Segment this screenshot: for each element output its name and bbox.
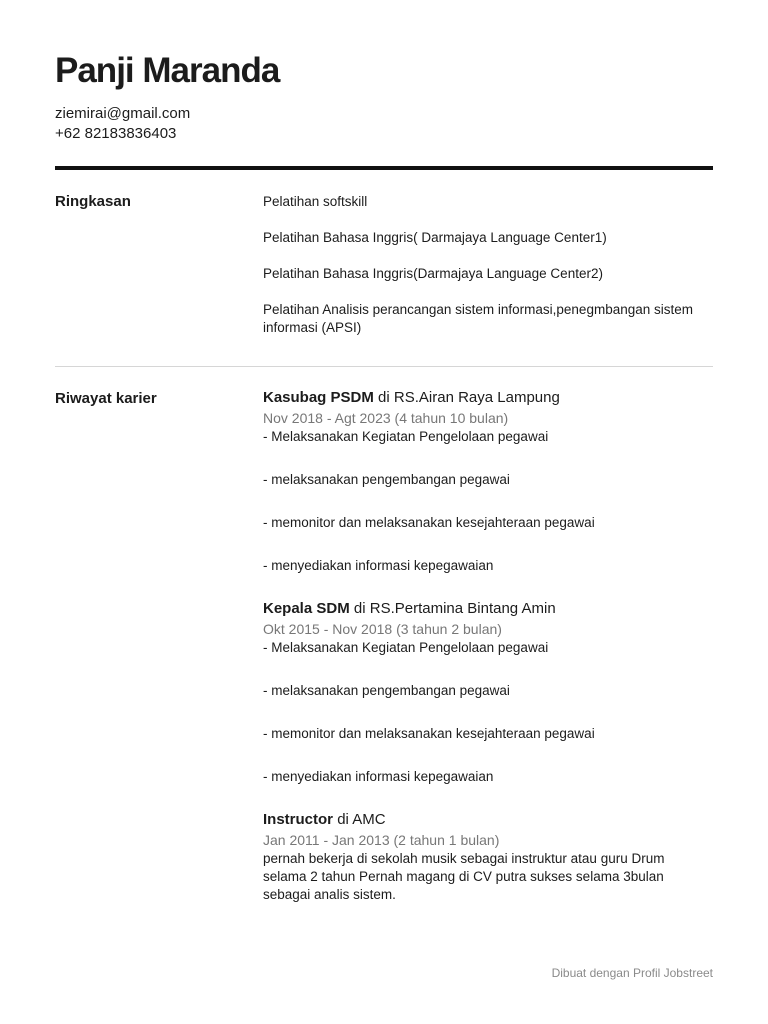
job-entry (263, 599, 703, 786)
contact-info (55, 104, 190, 144)
job-description (263, 428, 703, 575)
job-title: Kasubag PSDM (263, 389, 374, 406)
summary-item: Pelatihan Bahasa Inggris(Darmajaya Language Center2) (263, 266, 603, 281)
job-company: RS.Airan Raya Lampung (393, 389, 560, 406)
candidate-name: Panji Maranda (55, 51, 280, 90)
job-dates: Jan 2011 - Jan 2013 (2 tahun 1 bulan) (263, 832, 500, 848)
job-connector: di (353, 600, 366, 617)
job-duty: - memonitor dan melaksanakan kesejahteraan pegawai (263, 726, 595, 741)
email-text: ziemirai@gmail.com (55, 105, 191, 122)
job-duty: - melaksanakan pengembangan pegawai (263, 472, 510, 487)
section-divider (55, 366, 713, 367)
job-heading (263, 810, 703, 830)
job-description (263, 850, 703, 904)
job-duty: - menyediakan informasi kepegawaian (263, 558, 494, 573)
phone-text: +62 82183836403 (55, 125, 177, 142)
job-heading (263, 599, 703, 619)
job-duty: pernah bekerja di sekolah musik sebagai instruktur atau guru Drum selama 2 tahun Pernah magang di CV putra sukses selama 3bulan sebagai analis sistem. (263, 851, 665, 902)
job-entry (263, 810, 703, 904)
job-title: Instructor (263, 811, 334, 828)
job-company: RS.Pertamina Bintang Amin (369, 600, 556, 617)
job-connector: di (337, 811, 349, 828)
summary-section-label: Ringkasan (55, 193, 131, 210)
summary-item: Pelatihan Analisis perancangan sistem informasi,penegmbangan sistem informasi (APSI) (263, 302, 693, 335)
summary-item: Pelatihan Bahasa Inggris( Darmajaya Language Center1) (263, 230, 607, 245)
job-title: Kepala SDM (263, 600, 350, 617)
job-duty: - Melaksanakan Kegiatan Pengelolaan pegawai (263, 640, 549, 655)
header-divider (55, 166, 713, 170)
job-dates: Nov 2018 - Agt 2023 (4 tahun 10 bulan) (263, 410, 509, 426)
job-duty: - Melaksanakan Kegiatan Pengelolaan pegawai (263, 429, 549, 444)
job-company: AMC (352, 811, 386, 828)
footer-credit: Dibuat dengan Profil Jobstreet (551, 966, 713, 980)
job-dates: Okt 2015 - Nov 2018 (3 tahun 2 bulan) (263, 621, 502, 637)
job-connector: di (378, 389, 390, 406)
job-description (263, 639, 703, 786)
career-section-label: Riwayat karier (55, 390, 157, 407)
summary-item: Pelatihan softskill (263, 194, 368, 209)
job-duty: - memonitor dan melaksanakan kesejahteraan pegawai (263, 515, 595, 530)
summary-list (263, 193, 703, 355)
job-duty: - menyediakan informasi kepegawaian (263, 769, 494, 784)
job-entry (263, 388, 703, 575)
job-heading (263, 388, 703, 408)
job-duty: - melaksanakan pengembangan pegawai (263, 683, 510, 698)
